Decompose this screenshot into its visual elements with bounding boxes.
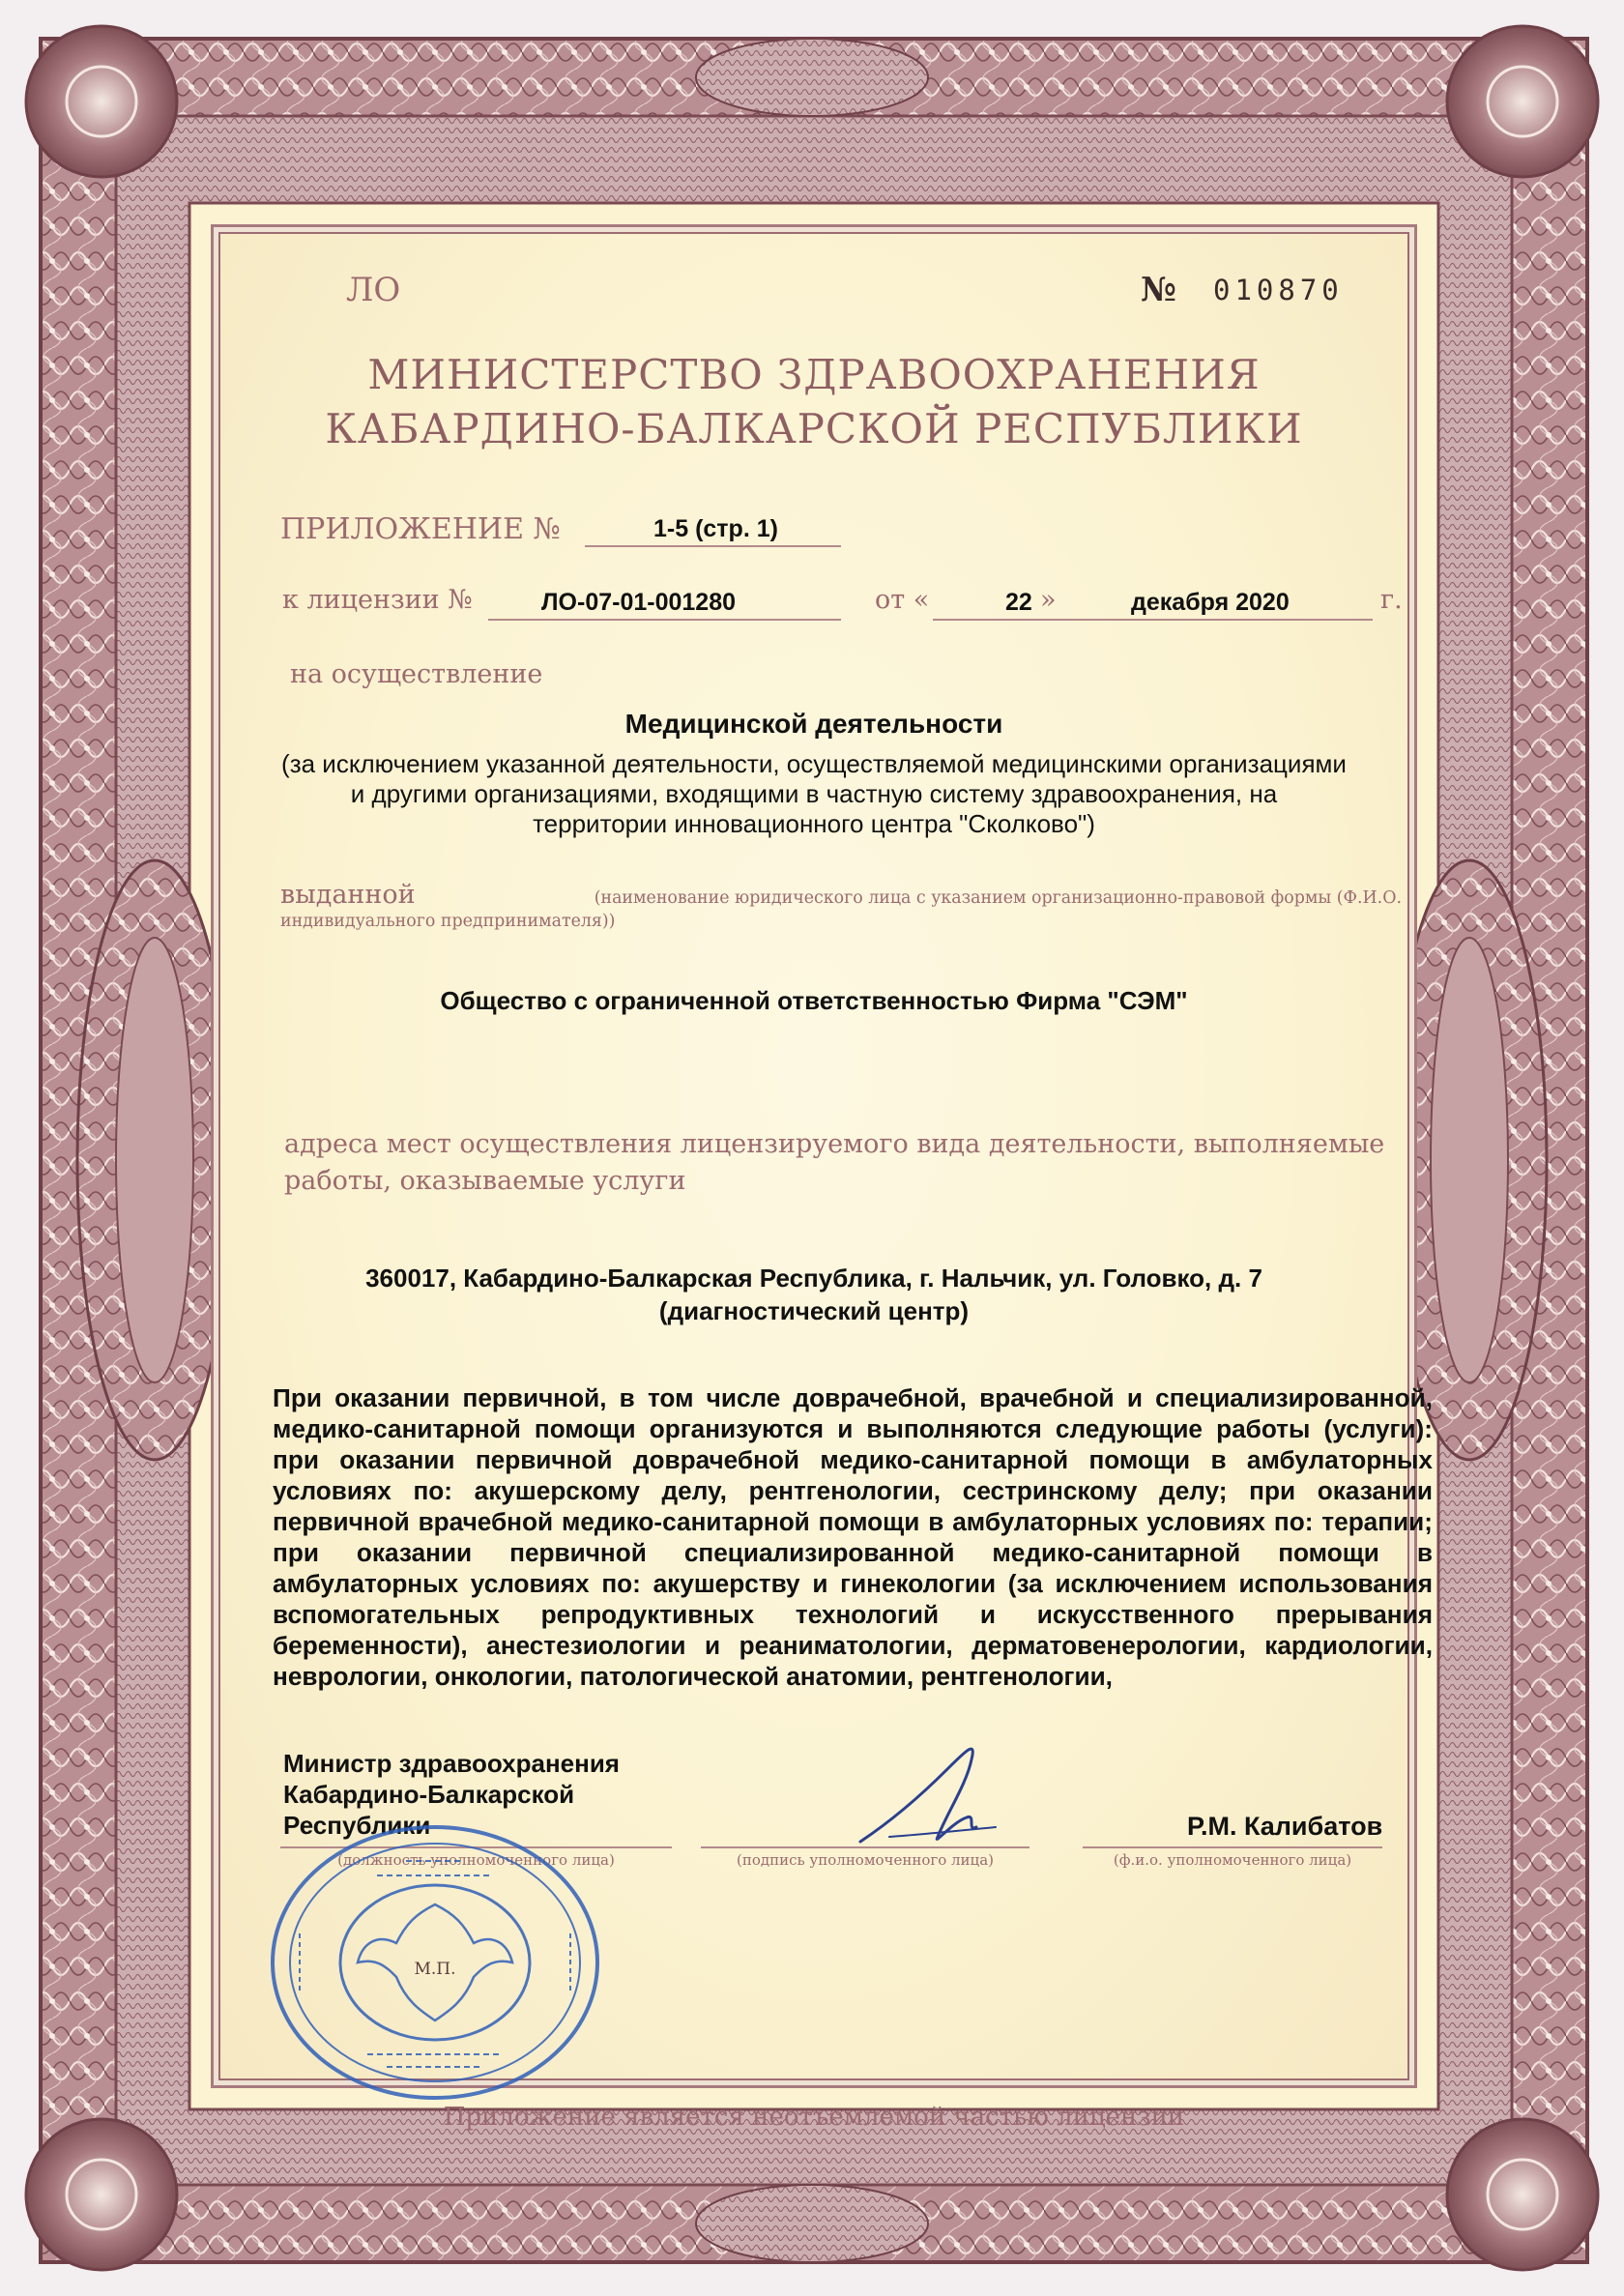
activity-note-line-1: (за исключением указанной деятельности, осуществляемой медицинскими организациями <box>281 749 1347 778</box>
date-prefix: от « <box>875 585 930 615</box>
addresses-label <box>284 1126 1406 1200</box>
license-number: ЛО-07-01-001280 <box>541 589 737 616</box>
signatory-position-line-1: Министр здравоохранения <box>283 1749 620 1778</box>
issued-note-line-2: индивидуального предпринимателя)) <box>280 912 616 931</box>
license-label: к лицензии № <box>282 585 473 615</box>
appendix-label: ПРИЛОЖЕНИЕ № <box>280 512 561 546</box>
form-number: 010870 <box>1213 274 1344 306</box>
address-line-1: 360017, Кабардино-Балкарская Республика, г. Нальчик, ул. Головко, д. 7 <box>365 1264 1262 1293</box>
addresses-label-line-2: работы, оказываемые услуги <box>284 1166 686 1196</box>
ministry-line-2: КАБАРДИНО-БАЛКАРСКОЙ РЕСПУБЛИКИ <box>325 405 1303 452</box>
address-block <box>211 1262 1417 1327</box>
issued-note-line-1: (наименование юридического лица с указанием организационно-правовой формы (Ф.И.О. <box>594 888 1402 908</box>
signatory-position-line-2: Кабардино-Балкарской <box>283 1780 575 1809</box>
ministry-line-1: МИНИСТЕРСТВО ЗДРАВООХРАНЕНИЯ <box>367 351 1261 398</box>
handwritten-signature <box>831 1730 1025 1856</box>
activity-note <box>211 749 1417 839</box>
services-text: При оказании первичной, в том числе доврачебной, врачебной и специализированной, медико-санитарной помощи организуются и выполняются следующие работы (услуги): при оказании первичной доврачебной медико-санитарной помощи в амбулаторных условиях по: акушерскому делу, рентгенологии, сестринскому делу; при оказании первичной врачебной медико-санитарной помощи в амбулаторных условиях по: терапии; при оказании первичной специализированной медико-санитарной помощи в амбулаторных условиях по: акушерству и гинекологии (за исключением использования вспомогательных репродуктивных технологий и искусственного прерывания беременности), анестезиологии и реаниматологии, дерматовенерологии, кардиологии, неврологии, онкологии, патологической анатомии, рентгенологии, <box>273 1383 1433 1691</box>
footer-note: Приложение является неотъемлемой частью лицензии <box>443 2103 1185 2132</box>
official-stamp <box>261 1817 609 2107</box>
addresses-label-line-1: адреса мест осуществления лицензируемого вида деятельности, выполняемые <box>284 1129 1385 1159</box>
year-suffix: г. <box>1380 585 1403 615</box>
ministry-title <box>211 348 1417 456</box>
organization-name: Общество с ограниченной ответственностью Фирма "СЭМ" <box>440 986 1188 1015</box>
activity-note-line-2: и другими организациями, входящими в частную систему здравоохранения, на <box>350 779 1278 808</box>
signatory-name: Р.М. Калибатов <box>1187 1812 1383 1841</box>
signatory-position-line-3: Республики <box>283 1811 431 1840</box>
license-day: 22 <box>1005 589 1032 616</box>
name-line <box>1083 1846 1382 1848</box>
issued-label: выданной <box>280 880 416 910</box>
date-quote-close: » <box>1040 585 1057 615</box>
activity-note-line-3: территории инновационного центра "Сколково") <box>533 809 1095 838</box>
appendix-value: 1-5 (стр. 1) <box>653 515 778 542</box>
caption-signature: (подпись уполномоченного лица) <box>736 1851 994 1869</box>
issued-first-line <box>280 880 1402 910</box>
issued-block <box>280 880 1402 931</box>
number-label: № <box>1141 271 1176 309</box>
caption-name: (ф.и.о. уполномоченного лица) <box>1113 1851 1352 1869</box>
activity-title: Медицинской деятельности <box>624 709 1003 739</box>
caption-position: (должность уполномоченного лица) <box>337 1851 615 1869</box>
stamp-mark: М.П. <box>414 1960 456 1979</box>
address-line-2: (диагностический центр) <box>658 1296 970 1325</box>
license-month-year: декабря 2020 <box>1131 589 1290 616</box>
form-series: ЛО <box>346 271 401 309</box>
activity-label: на осуществление <box>290 659 543 689</box>
